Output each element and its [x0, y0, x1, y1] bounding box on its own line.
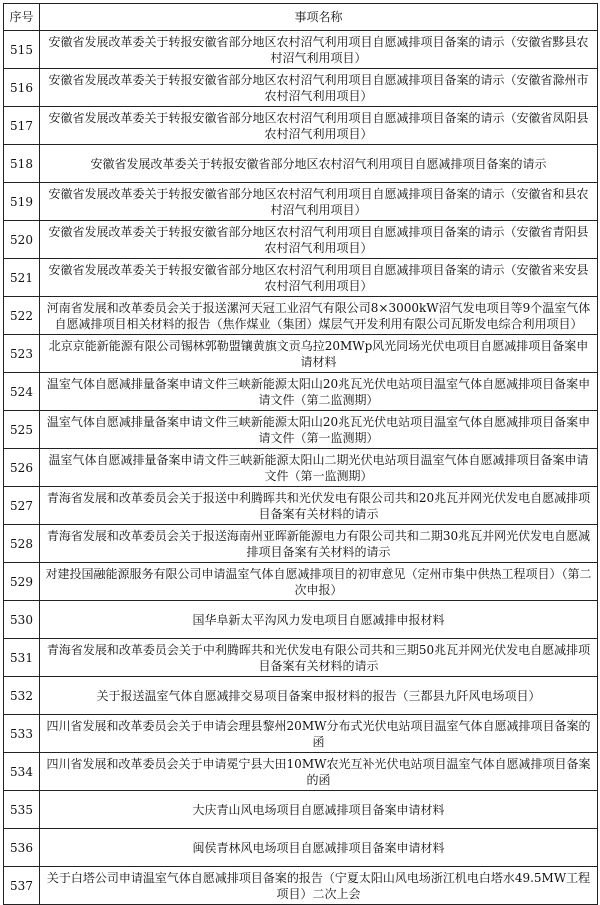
table-row — [4, 563, 598, 601]
table-row — [4, 753, 598, 791]
table-row — [4, 487, 598, 525]
row-number: 521 — [4, 259, 40, 297]
table-body — [4, 31, 598, 905]
document-table-container — [3, 3, 597, 901]
row-number: 531 — [4, 639, 40, 677]
row-number: 532 — [4, 677, 40, 715]
row-item-name: 四川省发展和改革委员会关于申请冕宁县大田10MW农光互补光伏电站项目温室气体自愿减排项目备案的函 — [40, 753, 598, 791]
row-number: 535 — [4, 791, 40, 829]
row-item-name: 对建投国融能源服务有限公司申请温室气体自愿减排项目的初审意见（定州市集中供热工程项目）（第二次申报） — [40, 563, 598, 601]
row-number: 516 — [4, 69, 40, 107]
row-item-name: 安徽省发展改革委关于转报安徽省部分地区农村沼气利用项目自愿减排项目备案的请示（安徽省凤阳县农村沼气利用项目） — [40, 107, 598, 145]
row-item-name: 青海省发展和改革委员会关于中利腾晖共和光伏发电有限公司共和三期50兆瓦并网光伏发电自愿减排项目备案有关材料的请示 — [40, 639, 598, 677]
row-item-name: 关于报送温室气体自愿减排交易项目备案申报材料的报告（三都县九阡风电场项目） — [40, 677, 598, 715]
table-header-row — [4, 4, 598, 31]
row-number: 533 — [4, 715, 40, 753]
row-item-name: 安徽省发展改革委关于转报安徽省部分地区农村沼气利用项目自愿减排项目备案的请示（安徽省来安县农村沼气利用项目） — [40, 259, 598, 297]
table-row — [4, 183, 598, 221]
column-header-name: 事项名称 — [40, 4, 598, 31]
row-number: 525 — [4, 411, 40, 449]
row-number: 522 — [4, 297, 40, 335]
table-row — [4, 715, 598, 753]
table-row — [4, 867, 598, 905]
table-row — [4, 145, 598, 183]
row-item-name: 安徽省发展改革委关于转报安徽省部分地区农村沼气利用项目自愿减排项目备案的请示 — [40, 145, 598, 183]
row-item-name: 安徽省发展改革委关于转报安徽省部分地区农村沼气利用项目自愿减排项目备案的请示（安徽省滁州市农村沼气利用项目） — [40, 69, 598, 107]
row-item-name: 青海省发展和改革委员会关于报送中利腾晖共和光伏发电有限公司共和20兆瓦并网光伏发电自愿减排项目备案有关材料的请示 — [40, 487, 598, 525]
row-number: 518 — [4, 145, 40, 183]
table-row — [4, 335, 598, 373]
table-row — [4, 411, 598, 449]
row-item-name: 安徽省发展改革委关于转报安徽省部分地区农村沼气利用项目自愿减排项目备案的请示（安徽省黟县农村沼气利用项目） — [40, 31, 598, 69]
table-row — [4, 677, 598, 715]
row-number: 528 — [4, 525, 40, 563]
table-row — [4, 525, 598, 563]
row-number: 536 — [4, 829, 40, 867]
table-row — [4, 31, 598, 69]
row-item-name: 四川省发展和改革委员会关于申请会理县黎州20MW分布式光伏电站项目温室气体自愿减排项目备案的函 — [40, 715, 598, 753]
row-number: 530 — [4, 601, 40, 639]
table-row — [4, 259, 598, 297]
row-number: 537 — [4, 867, 40, 905]
row-number: 527 — [4, 487, 40, 525]
row-item-name: 国华阜新太平沟风力发电项目自愿减排申报材料 — [40, 601, 598, 639]
row-number: 524 — [4, 373, 40, 411]
column-header-number: 序号 — [4, 4, 40, 31]
row-number: 515 — [4, 31, 40, 69]
row-item-name: 安徽省发展改革委关于转报安徽省部分地区农村沼气利用项目自愿减排项目备案的请示（安徽省青阳县农村沼气利用项目） — [40, 221, 598, 259]
row-item-name: 大庆青山风电场项目自愿减排项目备案申请材料 — [40, 791, 598, 829]
row-item-name: 温室气体自愿减排量备案申请文件三峡新能源太阳山二期光伏电站项目温室气体自愿减排项目备案申请文件（第一监测期） — [40, 449, 598, 487]
row-number: 529 — [4, 563, 40, 601]
table-row — [4, 373, 598, 411]
row-number: 526 — [4, 449, 40, 487]
row-number: 523 — [4, 335, 40, 373]
project-list-table — [3, 3, 598, 905]
table-row — [4, 69, 598, 107]
table-row — [4, 639, 598, 677]
table-row — [4, 297, 598, 335]
row-number: 520 — [4, 221, 40, 259]
table-row — [4, 829, 598, 867]
table-row — [4, 601, 598, 639]
row-item-name: 温室气体自愿减排量备案申请文件三峡新能源太阳山20兆瓦光伏电站项目温室气体自愿减排项目备案申请文件（第二监测期） — [40, 373, 598, 411]
row-number: 517 — [4, 107, 40, 145]
row-item-name: 河南省发展和改革委员会关于报送漯河天冠工业沼气有限公司8×3000kW沼气发电项目等9个温室气体自愿减排项目相关材料的报告（焦作煤业（集团）煤层气开发利用有限公司瓦斯发电综合利用项目） — [40, 297, 598, 335]
row-number: 519 — [4, 183, 40, 221]
row-item-name: 温室气体自愿减排量备案申请文件三峡新能源太阳山20兆瓦光伏电站项目温室气体自愿减排项目备案申请文件（第一监测期） — [40, 411, 598, 449]
row-number: 534 — [4, 753, 40, 791]
table-row — [4, 221, 598, 259]
row-item-name: 北京京能新能源有限公司锡林郭勒盟镶黄旗文贡乌拉20MWp风光同场光伏电项目自愿减排项目备案申请材料 — [40, 335, 598, 373]
row-item-name: 青海省发展和改革委员会关于报送海南州亚晖新能源电力有限公司共和二期30兆瓦并网光伏发电自愿减排项目备案有关材料的请示 — [40, 525, 598, 563]
row-item-name: 关于白塔公司申请温室气体自愿减排项目备案的报告（宁夏太阳山风电场浙江机电白塔水49.5MW工程项目）二次上会 — [40, 867, 598, 905]
row-item-name: 安徽省发展改革委关于转报安徽省部分地区农村沼气利用项目自愿减排项目备案的请示（安徽省和县农村沼气利用项目） — [40, 183, 598, 221]
table-row — [4, 791, 598, 829]
table-row — [4, 449, 598, 487]
row-item-name: 闽侯青林风电场项目自愿减排项目备案申请材料 — [40, 829, 598, 867]
table-row — [4, 107, 598, 145]
